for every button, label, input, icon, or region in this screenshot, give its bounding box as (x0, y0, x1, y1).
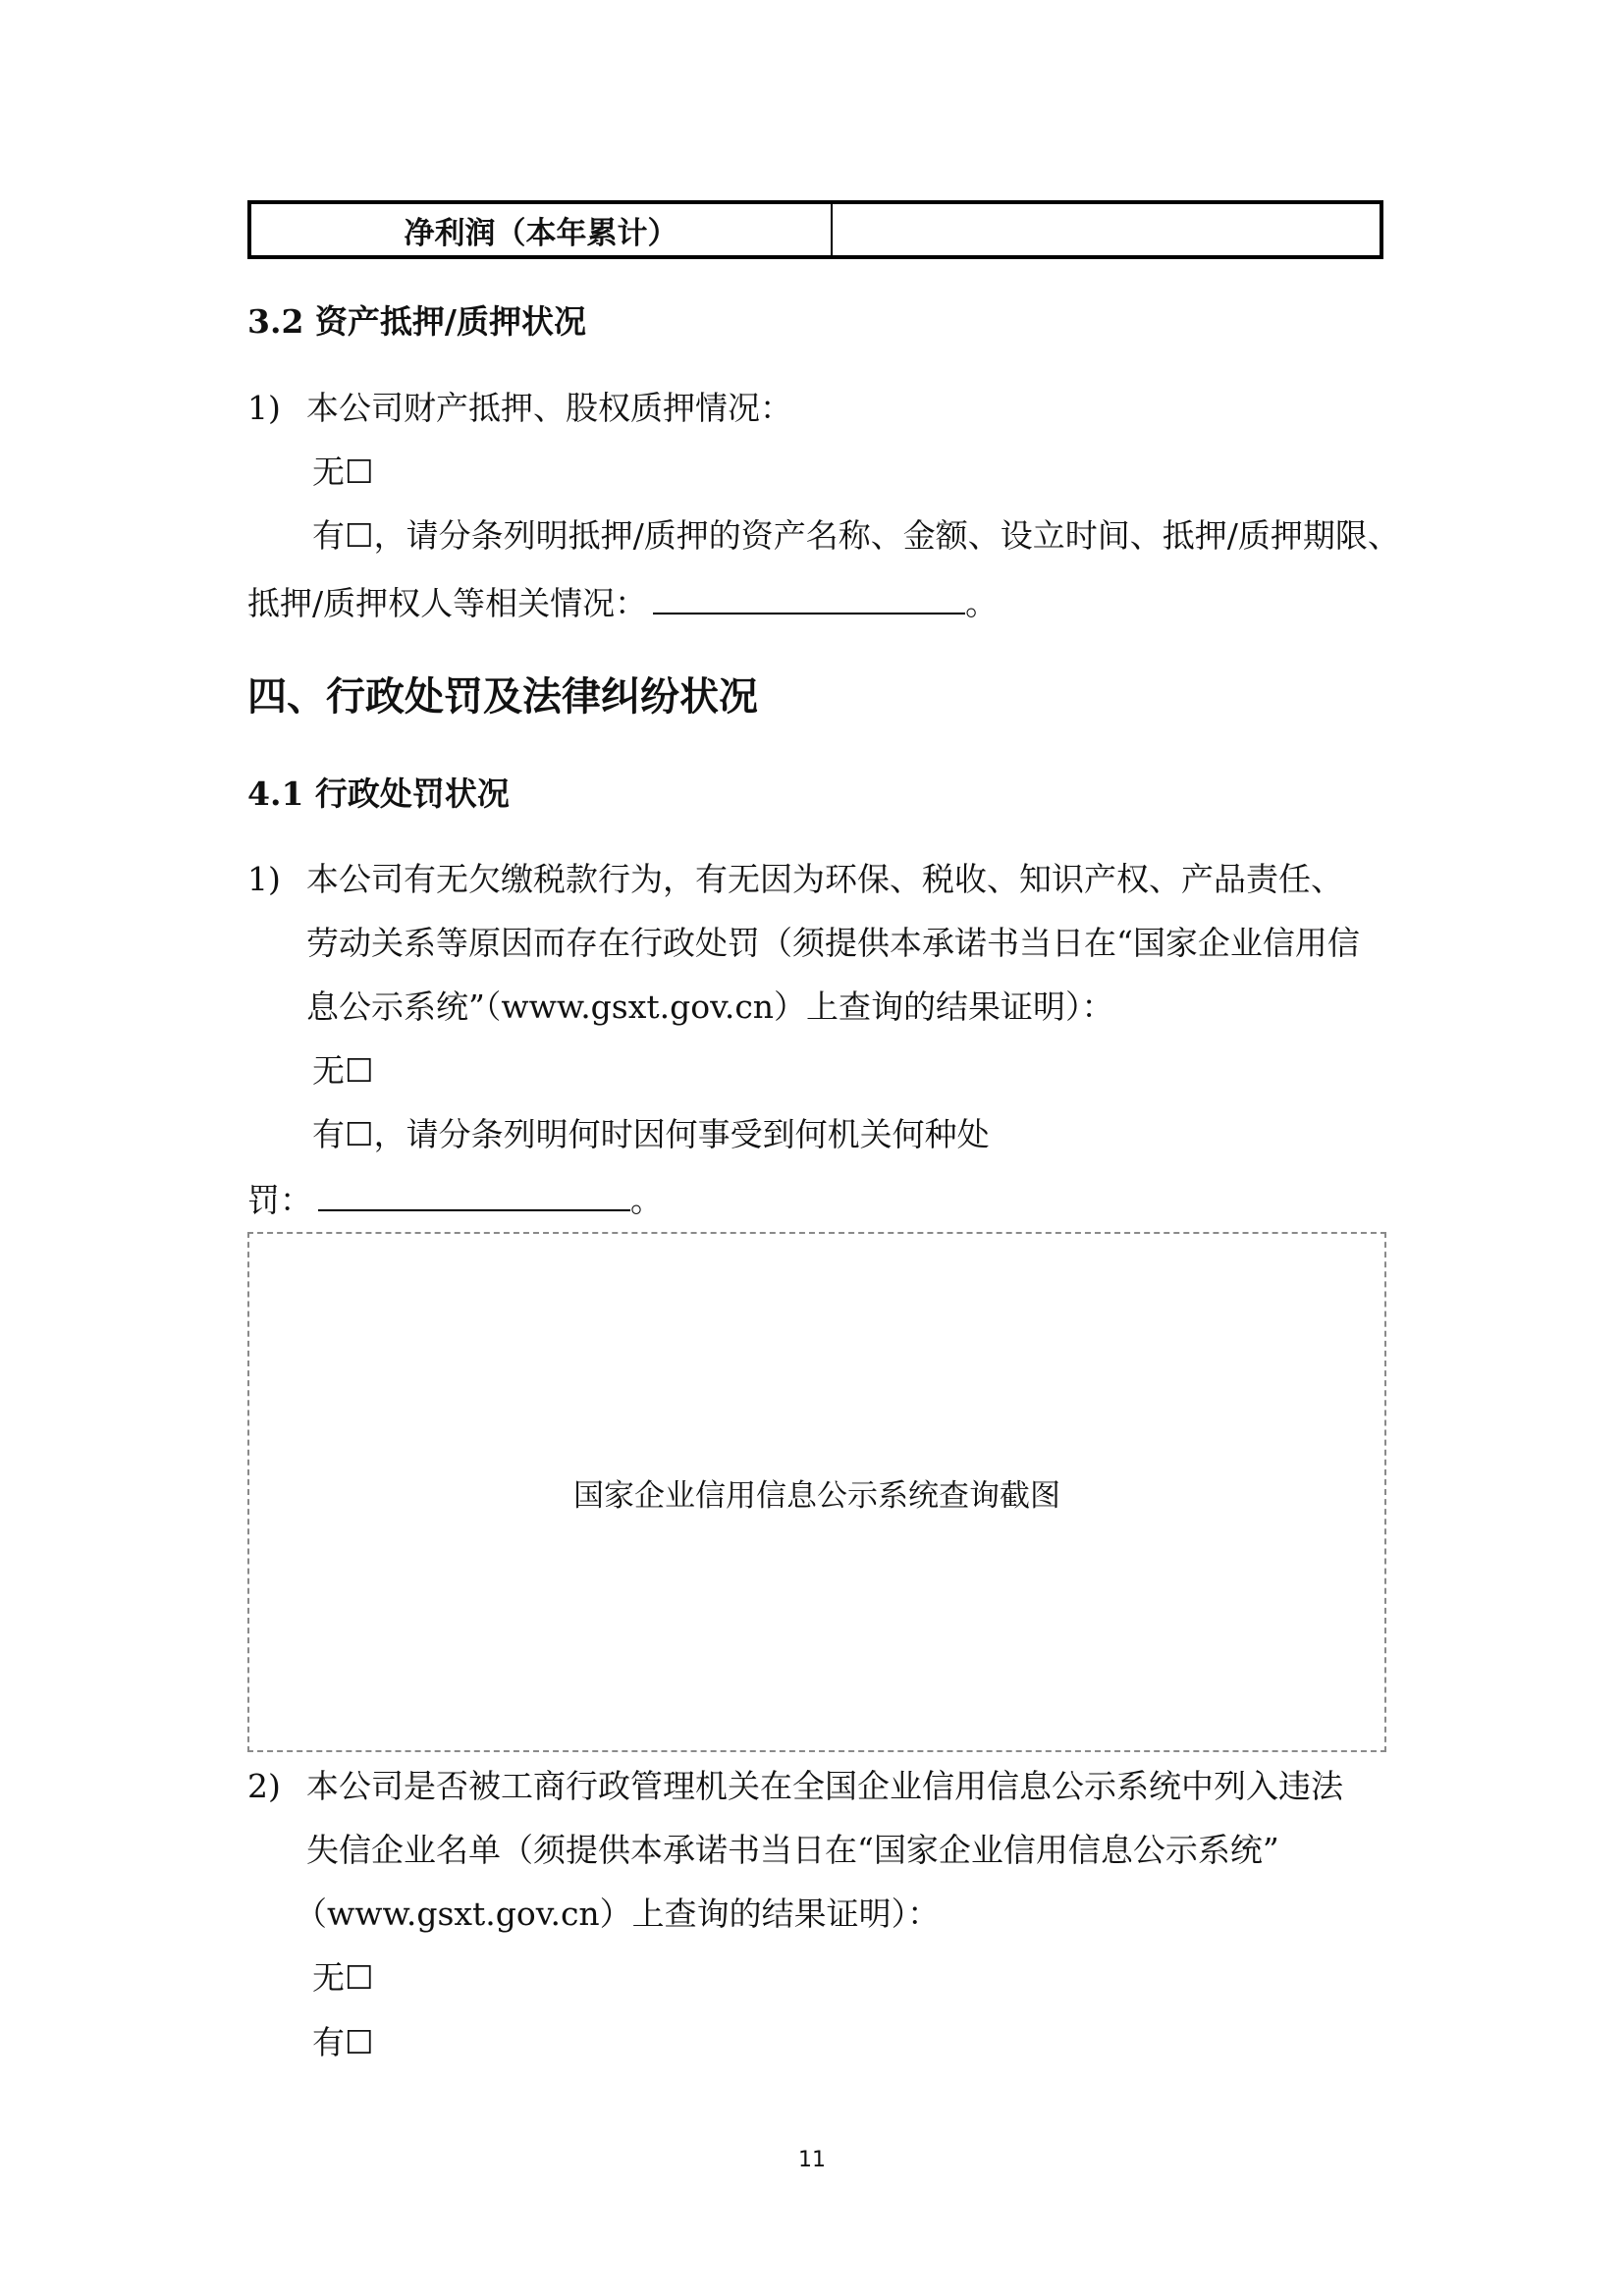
fill-in-blank[interactable] (318, 1176, 630, 1211)
item-text-line3: （www.gsxt.gov.cn）上查询的结果证明）： (295, 1895, 941, 1933)
option-yes-continuation (247, 1176, 663, 1223)
item-text-line2: 失信企业名单（须提供本承诺书当日在“国家企业信用信息公示系统” (306, 1831, 1279, 1869)
item-text-line1: 本公司有无欠缴税款行为，有无因为环保、税收、知识产权、产品责任、 (306, 860, 1343, 898)
option-none-checkbox[interactable]: 无☐ (312, 1051, 374, 1090)
end-mark: 。 (965, 584, 999, 622)
net-profit-value[interactable] (833, 204, 1380, 255)
section-4-heading: 四、行政处罚及法律纠纷状况 (247, 673, 758, 720)
screenshot-placeholder-label: 国家企业信用信息公示系统查询截图 (573, 1477, 1060, 1514)
option-yes-checkbox[interactable]: 有☐，请分条列明何时因何事受到何机关何种处 (312, 1115, 990, 1153)
end-mark: 。 (630, 1181, 663, 1219)
option-none-checkbox[interactable]: 无☐ (312, 1958, 374, 1997)
option-none-checkbox[interactable]: 无☐ (312, 453, 374, 491)
item-text-line3: 息公示系统”（www.gsxt.gov.cn）上查询的结果证明）： (306, 988, 1114, 1026)
option-yes-checkbox[interactable]: 有☐ (312, 2023, 374, 2061)
section-4-1-heading: 4.1 行政处罚状况 (247, 774, 510, 813)
item-number: 1) (247, 860, 281, 898)
page-number: 11 (798, 2148, 826, 2172)
item-text-line1: 本公司是否被工商行政管理机关在全国企业信用信息公示系统中列入违法 (306, 1767, 1343, 1805)
item-number: 1) (247, 389, 281, 427)
option-yes-line2: 抵押/质押权人等相关情况： (247, 584, 648, 622)
item-text-line2: 劳动关系等原因而存在行政处罚（须提供本承诺书当日在“国家企业信用信 (306, 924, 1360, 962)
fill-in-blank[interactable] (653, 579, 965, 614)
item-text: 本公司财产抵押、股权质押情况： (306, 389, 792, 427)
net-profit-label: 净利润（本年累计） (251, 204, 833, 255)
option-yes-continuation (247, 579, 998, 626)
section-3-2-heading: 3.2 资产抵押/质押状况 (247, 302, 586, 341)
option-yes-checkbox[interactable]: 有☐，请分条列明抵押/质押的资产名称、金额、设立时间、抵押/质押期限、 (312, 516, 1400, 555)
screenshot-placeholder-box (247, 1232, 1386, 1752)
item-number: 2) (247, 1767, 281, 1805)
net-profit-table (247, 200, 1383, 259)
option-yes-line2: 罚： (247, 1181, 312, 1219)
